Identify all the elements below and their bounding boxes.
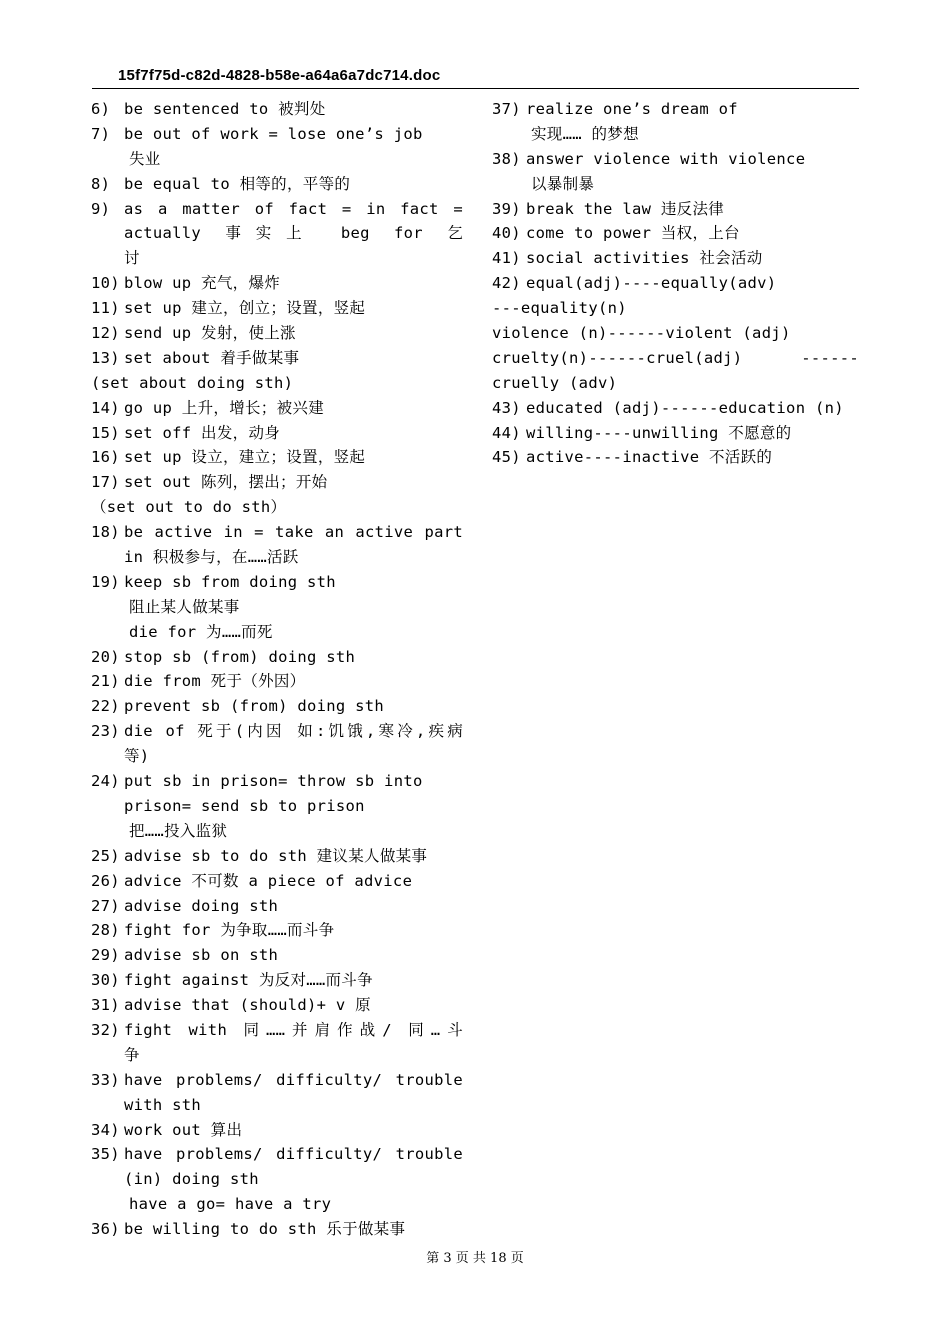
entry-text: advise doing sth — [124, 896, 279, 915]
list-item — [91, 1142, 463, 1217]
entry-first-line — [91, 271, 463, 296]
entry-first-line — [91, 470, 463, 495]
entry-first-line — [91, 321, 463, 346]
list-item — [91, 1068, 463, 1118]
entry-number: 45) — [492, 448, 521, 467]
entry-text: advise sb on sth — [124, 946, 279, 965]
entry-text: be out of work = lose one’s job — [124, 124, 423, 143]
list-item — [91, 869, 463, 894]
list-item — [91, 570, 463, 645]
entry-number: 26) — [91, 871, 120, 890]
entry-number: 36) — [91, 1220, 120, 1239]
entry-text: die from 死于（外因） — [124, 672, 306, 691]
entry-first-line — [91, 122, 463, 147]
entry-first-line — [91, 894, 463, 919]
entry-continuation-line: 失业 — [129, 149, 161, 168]
entry-first-line — [91, 918, 463, 943]
list-item — [91, 271, 463, 296]
page-footer: 第 3 页 共 18 页 — [426, 1251, 524, 1266]
list-item — [91, 346, 463, 396]
list-item — [91, 296, 463, 321]
entry-text: go up 上升，增长；被兴建 — [124, 398, 324, 417]
entry-number: 8) — [91, 174, 111, 193]
list-item — [91, 1018, 463, 1068]
list-item — [91, 197, 463, 272]
entry-number: 22) — [91, 697, 120, 716]
entry-text: work out 算出 — [124, 1120, 243, 1139]
entry-continuation-line: 以暴制暴 — [531, 174, 595, 193]
entry-first-line — [492, 97, 862, 122]
entry-first-line — [492, 445, 862, 470]
list-item — [492, 271, 862, 395]
entry-text: fight with 同……并肩作战/ 同…斗 — [124, 1020, 463, 1039]
entry-number: 11) — [91, 299, 120, 318]
entry-first-line — [91, 943, 463, 968]
entry-number: 15) — [91, 423, 120, 442]
entry-continuation-line: actually 事实上 beg for 乞 — [124, 224, 463, 243]
entry-text: prevent sb (from) doing sth — [124, 697, 385, 716]
list-item — [492, 221, 862, 246]
entry-continuation-line: 阻止某人做某事 — [129, 597, 240, 616]
page-header — [92, 66, 859, 89]
entry-number: 42) — [492, 274, 521, 293]
entry-number: 29) — [91, 946, 120, 965]
entry-continuation-line: cruelly (adv) — [492, 373, 618, 392]
list-item — [91, 719, 463, 769]
entry-number: 7) — [91, 124, 111, 143]
list-item — [91, 97, 463, 122]
entry-number: 19) — [91, 572, 120, 591]
entry-first-line — [91, 968, 463, 993]
entry-first-line — [492, 147, 862, 172]
left-column — [91, 97, 463, 1242]
list-item — [91, 445, 463, 470]
entry-continuation-line: 把……投入监狱 — [129, 821, 228, 840]
entry-first-line — [91, 570, 463, 595]
entry-continuation-line: ---equality(n) — [492, 299, 627, 318]
entry-continuation-line: （set out to do sth） — [91, 498, 287, 517]
list-item — [91, 1217, 463, 1242]
entry-number: 18) — [91, 523, 120, 542]
entry-number: 6) — [91, 100, 111, 118]
entry-text: advise that (should)+ v 原 — [124, 996, 371, 1015]
entry-number: 9) — [91, 199, 111, 218]
entry-first-line — [91, 520, 463, 545]
entry-first-line — [91, 1068, 463, 1093]
entry-number: 41) — [492, 249, 521, 268]
entry-number: 23) — [91, 722, 120, 741]
list-item — [91, 520, 463, 570]
list-item — [91, 918, 463, 943]
entry-continuation-line: violence (n)------violent (adj) — [492, 324, 791, 343]
entry-number: 40) — [492, 224, 521, 243]
list-item — [492, 421, 862, 446]
list-item — [91, 968, 463, 993]
entry-first-line — [91, 719, 463, 744]
entry-number: 21) — [91, 672, 120, 691]
document-filename: 15f7f75d-c82d-4828-b58e-a64a6a7dc714.doc — [118, 67, 441, 84]
entry-continuation-line: 争 — [124, 1045, 140, 1064]
entry-first-line — [492, 271, 862, 296]
entry-number: 13) — [91, 348, 120, 367]
list-item — [91, 769, 463, 844]
entry-text: be sentenced to 被判处 — [124, 100, 326, 118]
entry-text: active----inactive 不活跃的 — [526, 448, 773, 467]
entry-text: keep sb from doing sth — [124, 572, 336, 591]
entry-text: break the law 违反法律 — [526, 199, 725, 218]
entry-first-line — [492, 197, 862, 222]
entry-text: advice 不可数 a piece of advice — [124, 871, 413, 890]
entry-first-line — [91, 1018, 463, 1043]
list-item — [492, 396, 862, 421]
list-item — [492, 445, 862, 470]
list-item — [91, 894, 463, 919]
entry-number: 12) — [91, 324, 120, 343]
entry-text: be active in = take an active part — [124, 523, 463, 542]
entry-first-line — [91, 694, 463, 719]
entry-number: 17) — [91, 473, 120, 492]
entry-first-line — [91, 1118, 463, 1143]
entry-first-line — [91, 844, 463, 869]
entry-text: advise sb to do sth 建议某人做某事 — [124, 846, 428, 865]
entry-number: 33) — [91, 1070, 120, 1089]
entry-first-line — [91, 296, 463, 321]
entry-number: 27) — [91, 896, 120, 915]
entry-first-line — [91, 869, 463, 894]
entry-number: 30) — [91, 971, 120, 990]
entry-continuation-line: prison= send sb to prison — [124, 796, 365, 815]
list-item — [91, 669, 463, 694]
list-item — [91, 321, 463, 346]
entry-first-line — [492, 221, 862, 246]
entry-text: die of 死于(内因 如:饥饿,寒冷,疾病 — [124, 722, 463, 741]
entry-first-line — [91, 1142, 463, 1167]
entry-text: fight against 为反对……而斗争 — [124, 971, 373, 990]
entry-continuation-line: 讨 — [124, 249, 140, 268]
list-item — [91, 645, 463, 670]
entry-text: willing----unwilling 不愿意的 — [526, 423, 792, 442]
entry-continuation-line: (in) doing sth — [124, 1170, 259, 1189]
entry-text: have problems/ difficulty/ trouble — [124, 1070, 463, 1089]
entry-continuation-line: 等) — [124, 747, 150, 766]
entry-text: be willing to do sth 乐于做某事 — [124, 1220, 406, 1239]
entry-continuation-line: with sth — [124, 1095, 202, 1114]
entry-number: 34) — [91, 1120, 120, 1139]
entry-continuation-line: in 积极参与，在……活跃 — [124, 548, 299, 567]
entry-text: put sb in prison= throw sb into — [124, 772, 423, 791]
entry-text: set about 着手做某事 — [124, 348, 300, 367]
entry-number: 35) — [91, 1145, 120, 1164]
list-item — [492, 97, 862, 147]
entry-first-line — [91, 197, 463, 222]
list-item — [492, 197, 862, 222]
entry-number: 24) — [91, 772, 120, 791]
entry-number: 14) — [91, 398, 120, 417]
entry-first-line — [91, 769, 463, 794]
entry-number: 43) — [492, 398, 521, 417]
list-item — [91, 844, 463, 869]
entry-text: educated (adj)------education (n) — [526, 398, 844, 417]
entry-number: 32) — [91, 1020, 120, 1039]
entry-first-line — [492, 396, 862, 421]
entry-first-line — [91, 396, 463, 421]
entry-first-line — [91, 993, 463, 1018]
entry-text: send up 发射，使上涨 — [124, 324, 296, 343]
entry-continuation-line: (set about doing sth) — [91, 373, 294, 392]
entry-text: social activities 社会活动 — [526, 249, 763, 268]
entry-number: 31) — [91, 996, 120, 1015]
entry-text: set up 建立，创立；设置，竖起 — [124, 299, 366, 318]
entry-continuation-line: cruelty(n)------cruel(adj) ------ — [492, 348, 859, 367]
entry-first-line — [91, 1217, 463, 1242]
entry-text: set off 出发，动身 — [124, 423, 281, 442]
entry-text: as a matter of fact = in fact = — [124, 199, 463, 218]
list-item — [91, 943, 463, 968]
entry-number: 20) — [91, 647, 120, 666]
entry-continuation-line: die for 为……而死 — [129, 622, 273, 641]
list-item — [91, 694, 463, 719]
list-item — [492, 246, 862, 271]
entry-text: stop sb (from) doing sth — [124, 647, 356, 666]
entry-first-line — [91, 645, 463, 670]
entry-first-line — [91, 669, 463, 694]
entry-first-line — [492, 421, 862, 446]
list-item — [91, 470, 463, 520]
list-item — [91, 172, 463, 197]
entry-text: come to power 当权，上台 — [526, 224, 740, 243]
entry-text: set up 设立，建立；设置，竖起 — [124, 448, 366, 467]
entry-text: realize one’s dream of — [526, 100, 738, 118]
entry-first-line — [91, 421, 463, 446]
entry-text: answer violence with violence — [526, 149, 806, 168]
entry-continuation-line: 实现…… 的梦想 — [531, 124, 639, 143]
entry-first-line — [91, 172, 463, 197]
entry-continuation-line: have a go= have a try — [129, 1195, 332, 1214]
entry-text: be equal to 相等的，平等的 — [124, 174, 351, 193]
entry-text: fight for 为争取……而斗争 — [124, 921, 335, 940]
entry-text: have problems/ difficulty/ trouble — [124, 1145, 463, 1164]
entry-number: 10) — [91, 274, 120, 293]
entry-first-line — [492, 246, 862, 271]
entry-number: 38) — [492, 149, 521, 168]
entry-text: equal(adj)----equally(adv) — [526, 274, 777, 293]
entry-text: set out 陈列，摆出；开始 — [124, 473, 328, 492]
entry-number: 44) — [492, 423, 521, 442]
list-item — [91, 421, 463, 446]
entry-number: 25) — [91, 846, 120, 865]
entry-number: 16) — [91, 448, 120, 467]
entry-first-line — [91, 97, 463, 122]
entry-number: 28) — [91, 921, 120, 940]
right-column — [492, 97, 862, 470]
entry-first-line — [91, 346, 463, 371]
list-item — [91, 993, 463, 1018]
list-item — [91, 396, 463, 421]
entry-text: blow up 充气，爆炸 — [124, 274, 281, 293]
list-item — [492, 147, 862, 197]
entry-number: 39) — [492, 199, 521, 218]
entry-number: 37) — [492, 100, 521, 118]
entry-first-line — [91, 445, 463, 470]
list-item — [91, 122, 463, 172]
list-item — [91, 1118, 463, 1143]
